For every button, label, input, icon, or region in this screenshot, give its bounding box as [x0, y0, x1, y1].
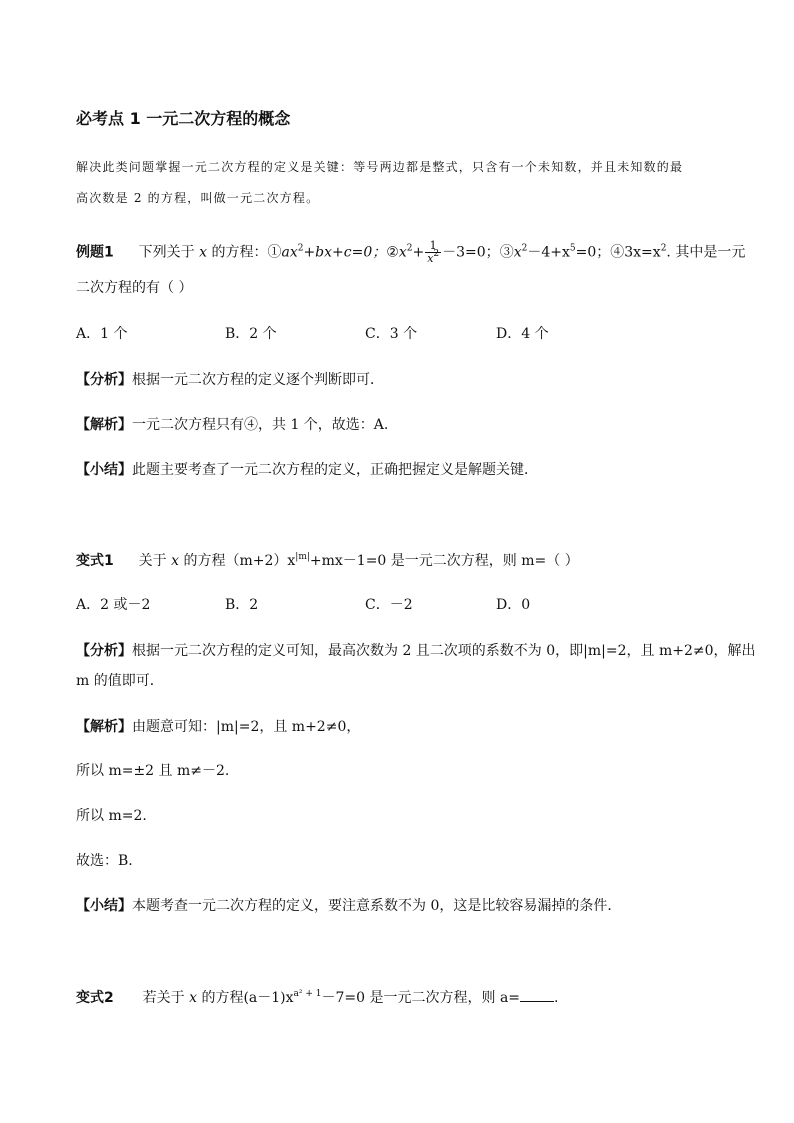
- variant1-step-1: 所以 m=±2 且 m≠－2.: [76, 763, 230, 779]
- fraction-den-exp: 2: [433, 249, 440, 259]
- solution-label: 【解析】: [76, 417, 132, 433]
- eq1-term: ax: [281, 244, 298, 261]
- fraction-numerator: 1: [425, 240, 441, 253]
- example1-solution: [76, 414, 388, 434]
- eq3-rest: －4+x: [527, 244, 570, 261]
- solution-label: 【解析】: [76, 719, 132, 735]
- eq1-exp: 2: [297, 243, 304, 254]
- variant1-step-2: 所以 m=2.: [76, 808, 147, 824]
- variant1-text-b: 的方程（m+2）x: [183, 553, 296, 569]
- variant1-summary: [76, 895, 621, 915]
- fraction-denominator: $x^2$: [427, 249, 440, 265]
- eq3-exp: 2: [521, 243, 528, 254]
- example1-question-line-2: 二次方程的有（ ）: [76, 280, 193, 296]
- example1-after: . 其中是一元: [666, 244, 746, 261]
- variant1-var: x: [171, 553, 180, 569]
- example1-option-b: B．2 个: [225, 326, 277, 342]
- eq2-exp: 2: [406, 243, 413, 254]
- variant1-option-a: A．2 或－2: [76, 597, 151, 613]
- example1-option-a: A．1 个: [76, 326, 128, 342]
- example1-option-d: D．4 个: [496, 326, 549, 342]
- intro-line-2: 高次数是 2 的方程，叫做一元二次方程。: [76, 191, 320, 205]
- variant1-analysis: [76, 640, 756, 660]
- example1-var: x: [199, 244, 208, 261]
- variant1-label: 变式1: [76, 553, 114, 569]
- eq2-rest: －3=0；: [442, 244, 500, 261]
- summary-text: 本题考查一元二次方程的定义，要注意系数不为 0，这是比较容易漏掉的条件．: [132, 898, 622, 914]
- example1-analysis: [76, 369, 384, 389]
- variant2-question: [76, 987, 559, 1007]
- example1-mid: 的方程：: [211, 244, 268, 261]
- eq3-tail: =0；: [575, 244, 611, 261]
- example1-summary: [76, 459, 538, 479]
- analysis-text: 根据一元二次方程的定义逐个判断即可．: [132, 372, 384, 388]
- variant1-solution: [76, 716, 360, 736]
- variant1-text-c: +mx－1=0 是一元二次方程，则 m=（ ）: [309, 553, 579, 569]
- analysis-label: 【分析】: [76, 643, 132, 659]
- variant2-var: x: [189, 990, 198, 1006]
- variant2-label: 变式2: [76, 990, 114, 1006]
- example1-question-line-1: 例题1 下列关于 x 的方程：$①ax^2+bx+c=0$；$②x^2+$ $\frac{1}{x^2}$ －3=0；$③x^2-4+x^5=0$；$④3x=x^2$. 其中是一元: [76, 239, 746, 265]
- eq3-marker: ③: [499, 244, 514, 261]
- solution-text: 一元二次方程只有④，共 1 个，故选：A.: [132, 417, 389, 433]
- variant2-text-a: 若关于: [142, 990, 185, 1006]
- summary-text: 此题主要考查了一元二次方程的定义，正确把握定义是解题关键．: [132, 462, 538, 478]
- intro-line-1: 解决此类问题掌握一元二次方程的定义是关键：等号两边都是整式，只含有一个未知数，并且未知数的最: [76, 160, 684, 174]
- variant1-step-3: 故选：B.: [76, 853, 133, 869]
- analysis-text: 根据一元二次方程的定义可知，最高次数为 2 且二次项的系数不为 0，即|m|=2，且 m+2≠0，解出: [132, 643, 756, 659]
- answer-blank[interactable]: [520, 989, 554, 1002]
- variant1-text-a: 关于: [138, 553, 167, 569]
- section-title: 必考点 1 一元二次方程的概念: [76, 109, 291, 128]
- analysis-label: 【分析】: [76, 372, 132, 388]
- variant1-option-d: D．0: [496, 597, 531, 613]
- variant2-end: .: [554, 990, 559, 1006]
- example1-option-c: C．3 个: [365, 326, 418, 342]
- example1-label: 例题1: [76, 244, 114, 261]
- eq2-fraction: [425, 240, 441, 265]
- eq1-marker: ①: [267, 244, 282, 261]
- summary-label: 【小结】: [76, 462, 132, 478]
- eq4-exp: 2: [660, 243, 667, 254]
- eq3-exp-5: 5: [569, 243, 576, 254]
- variant1-option-b: B．2: [225, 597, 259, 613]
- variant1-question: [76, 550, 579, 570]
- eq1-rest: +bx+c=0；: [303, 244, 387, 261]
- example1-prefix: 下列关于: [138, 244, 195, 261]
- variant2-exponent: a² + 1: [293, 989, 322, 999]
- eq4: ④3x=x: [610, 244, 661, 261]
- variant1-analysis-line-2: m 的值即可．: [76, 673, 164, 689]
- eq2-marker: ②: [386, 244, 399, 261]
- variant2-text-c: －7=0 是一元二次方程，则 a=: [321, 990, 521, 1006]
- variant1-exponent: |m|: [295, 552, 310, 562]
- summary-label: 【小结】: [76, 898, 132, 914]
- solution-text: 由题意可知：|m|=2，且 m+2≠0，: [132, 719, 361, 735]
- variant1-option-c: C．－2: [365, 597, 413, 613]
- variant2-text-b: 的方程(a－1)x: [201, 990, 294, 1006]
